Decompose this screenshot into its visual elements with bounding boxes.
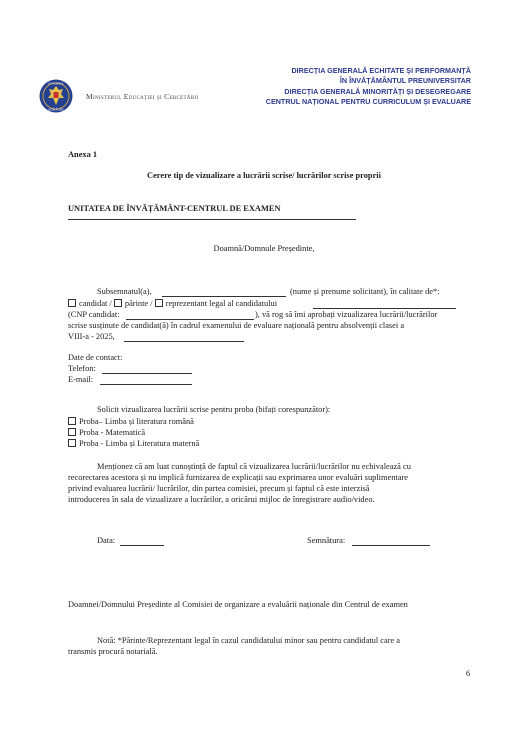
option-math-checkbox[interactable] (68, 428, 76, 436)
cnp-field[interactable] (126, 319, 254, 320)
option-mother-tongue-checkbox[interactable] (68, 439, 76, 447)
dg-line-2: ÎN ÎNVĂȚĂMÂNTUL PREUNIVERSITAR (339, 76, 471, 86)
unit-heading: UNITATEA DE ÎNVĂȚĂMÂNT-CENTRUL DE EXAMEN (68, 204, 281, 213)
note-line-2: transmis procură notarială. (68, 647, 158, 656)
body-line-1a: Subsemnatul(a), (97, 287, 152, 296)
option-math-label: Proba - Matematică (79, 428, 146, 437)
candidate-label: candidat / (79, 299, 112, 308)
mention-line-4: introducerea în sala de vizualizare a lucrărilor, a oricărui mijloc de înregistrare audio/video. (68, 495, 375, 504)
phone-field[interactable] (102, 373, 192, 374)
crest-top-text: GUVERNUL (47, 81, 65, 86)
government-crest-icon (39, 78, 73, 116)
parent-label: părinte / (124, 299, 153, 308)
exam-detail-field[interactable] (124, 341, 244, 342)
legal-rep-checkbox[interactable] (155, 299, 163, 307)
parent-checkbox[interactable] (114, 299, 122, 307)
dg-line-3: DIRECȚIA GENERALĂ MINORITĂȚI ȘI DESEGREGARE (284, 86, 471, 96)
addressee: Doamnei/Domnului Președinte al Comisiei de organizare a evaluării naționale din Centrul de examen (68, 600, 408, 609)
candidate-name-field[interactable] (313, 308, 456, 309)
body-line-3b: ), vă rog să îmi aprobați vizualizarea lucrării/lucrărilor (255, 310, 438, 319)
dg-line-4: CENTRUL NAȚIONAL PENTRU CURRICULUM ȘI EVALUARE (265, 97, 471, 107)
body-line-2 (68, 299, 277, 309)
email-field[interactable] (100, 384, 192, 385)
mention-line-1: Menționez că am luat cunoștință de faptul că vizualizarea lucrării/lucrărilor nu echivalează cu (97, 462, 411, 471)
signature-label: Semnătura: (307, 536, 346, 545)
phone-label: Telefon: (68, 364, 96, 373)
annex-label: Anexa 1 (68, 150, 98, 159)
body-line-3a: (CNP candidat: (68, 310, 120, 319)
salutation: Doamnă/Domnule Președinte, (213, 244, 315, 253)
option-romanian[interactable] (68, 417, 194, 427)
body-line-1b: (nume și prenume solicitant), în calitate de*: (290, 287, 440, 296)
dg-line-1: DIRECȚIA GENERALĂ ECHITATE ȘI PERFORMANȚĂ (291, 66, 471, 75)
date-field[interactable] (120, 545, 164, 546)
mention-line-3: privind evaluarea lucrării/ lucrărilor, din partea comisiei, precum și faptul că este interzisă (68, 484, 370, 493)
ministry-name: Ministerul Educației și Cercetării (86, 92, 199, 101)
option-math[interactable] (68, 428, 145, 438)
body-line-4: scrise susținute de candidat(ă) în cadrul examenului de evaluare națională pentru absolvenții clasei a (68, 321, 405, 330)
request-intro: Solicit vizualizarea lucrării scrise pentru proba (bifați corespunzător): (97, 405, 331, 414)
option-mother-tongue[interactable] (68, 439, 199, 449)
page-number: 6 (466, 669, 471, 678)
contact-heading: Date de contact: (68, 353, 123, 362)
option-romanian-checkbox[interactable] (68, 417, 76, 425)
crest-bottom-text: ROMÂNIEI (48, 107, 64, 112)
note-line-1: Notă: *Părinte/Reprezentant legal în cazul candidatului minor sau pentru candidatul care a (97, 636, 401, 645)
unit-line[interactable] (68, 219, 356, 220)
directorates-block (266, 66, 471, 108)
mention-line-2: recorectarea acestora și nu implică furnizarea de explicații sau exprimarea unor evaluări suplimentare (68, 473, 408, 482)
candidate-checkbox[interactable] (68, 299, 76, 307)
legal-rep-label: reprezentant legal al candidatului (165, 299, 278, 308)
email-label: E-mail: (68, 375, 94, 384)
option-romanian-label: Proba– Limba și literatura română (79, 417, 194, 426)
applicant-name-field[interactable] (162, 296, 286, 297)
form-title: Cerere tip de vizualizare a lucrării scrise/ lucrărilor scrise proprii (147, 171, 381, 180)
body-line-5: VIII-a - 2025, (68, 332, 115, 341)
option-mother-tongue-label: Proba - Limba și Literatura maternă (79, 439, 200, 448)
date-label: Data: (97, 536, 116, 545)
signature-field[interactable] (352, 545, 430, 546)
